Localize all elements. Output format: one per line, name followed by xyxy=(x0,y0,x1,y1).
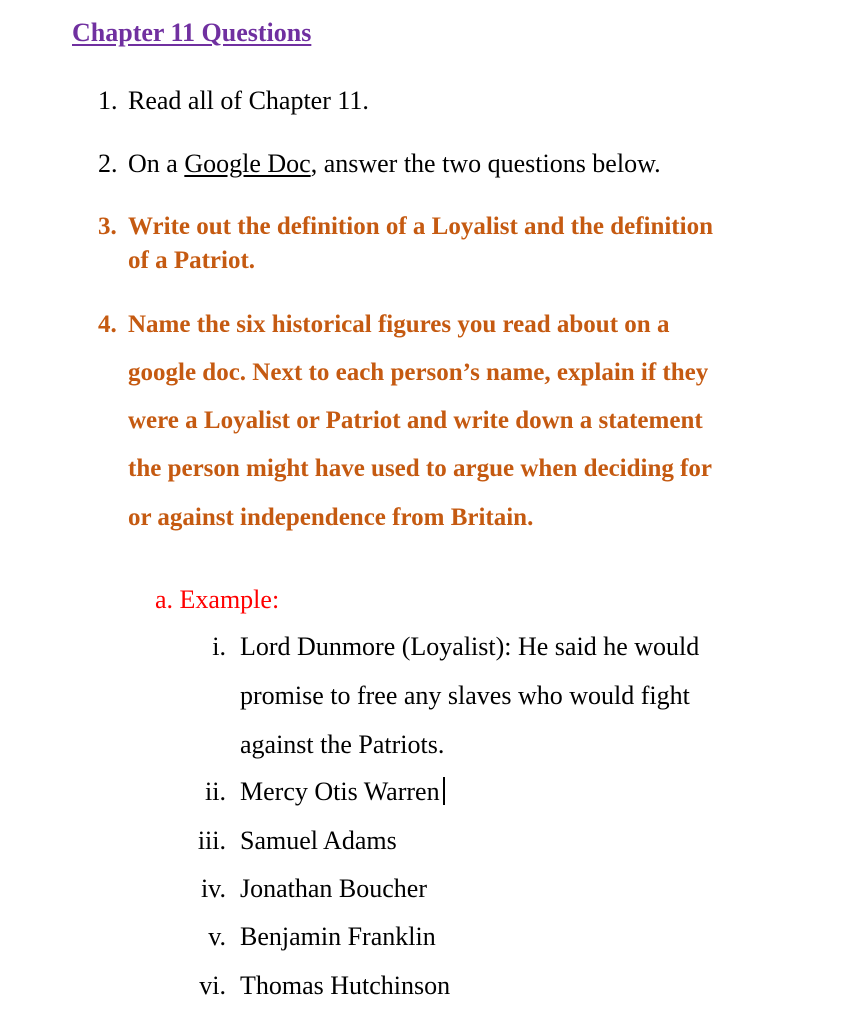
example-label: a. Example: xyxy=(155,585,280,614)
page-title: Chapter 11 Questions xyxy=(72,18,312,47)
list-item-text: promise to free any slaves who would fight xyxy=(240,681,690,710)
question-4-number: 4. xyxy=(98,311,117,338)
list-item-number: iii. xyxy=(197,826,226,855)
list-item-number: iv. xyxy=(200,874,226,903)
list-item-text: Lord Dunmore (Loyalist): He said he would xyxy=(240,632,700,661)
question-2-number: 2. xyxy=(98,149,118,178)
question-4-line: the person might have used to argue when deciding for xyxy=(128,455,713,482)
list-item-number: v. xyxy=(208,922,226,951)
list-item-text: Thomas Hutchinson xyxy=(240,971,451,1000)
question-2-text-before: On a xyxy=(128,149,185,178)
list-item-text: Jonathan Boucher xyxy=(240,874,428,903)
question-1-text: Read all of Chapter 11. xyxy=(128,86,369,115)
list-item-text: Samuel Adams xyxy=(240,826,397,855)
question-1-number: 1. xyxy=(98,86,118,115)
list-item-number: vi. xyxy=(199,971,226,1000)
question-2-text-after: , answer the two questions below. xyxy=(310,149,661,178)
question-4-line: Name the six historical figures you read about on a xyxy=(128,311,670,338)
question-4-line: or against independence from Britain. xyxy=(128,504,534,531)
question-4-line: google doc. Next to each person’s name, explain if they xyxy=(128,359,709,386)
text-cursor xyxy=(443,777,445,805)
question-3-line: Write out the definition of a Loyalist and the definition xyxy=(128,213,713,240)
list-item-text: against the Patriots. xyxy=(240,730,445,759)
question-2 xyxy=(98,149,661,179)
list-item-text: Benjamin Franklin xyxy=(240,922,436,951)
list-item-text: Mercy Otis Warren xyxy=(240,777,440,806)
google-doc-link[interactable]: Google Doc xyxy=(184,149,311,178)
question-3-number: 3. xyxy=(98,213,117,240)
question-4-line: were a Loyalist or Patriot and write down a statement xyxy=(128,407,703,434)
list-item-number: ii. xyxy=(205,777,226,806)
question-1 xyxy=(98,86,369,116)
question-3-line: of a Patriot. xyxy=(128,247,256,274)
list-item-number: i. xyxy=(212,632,226,661)
